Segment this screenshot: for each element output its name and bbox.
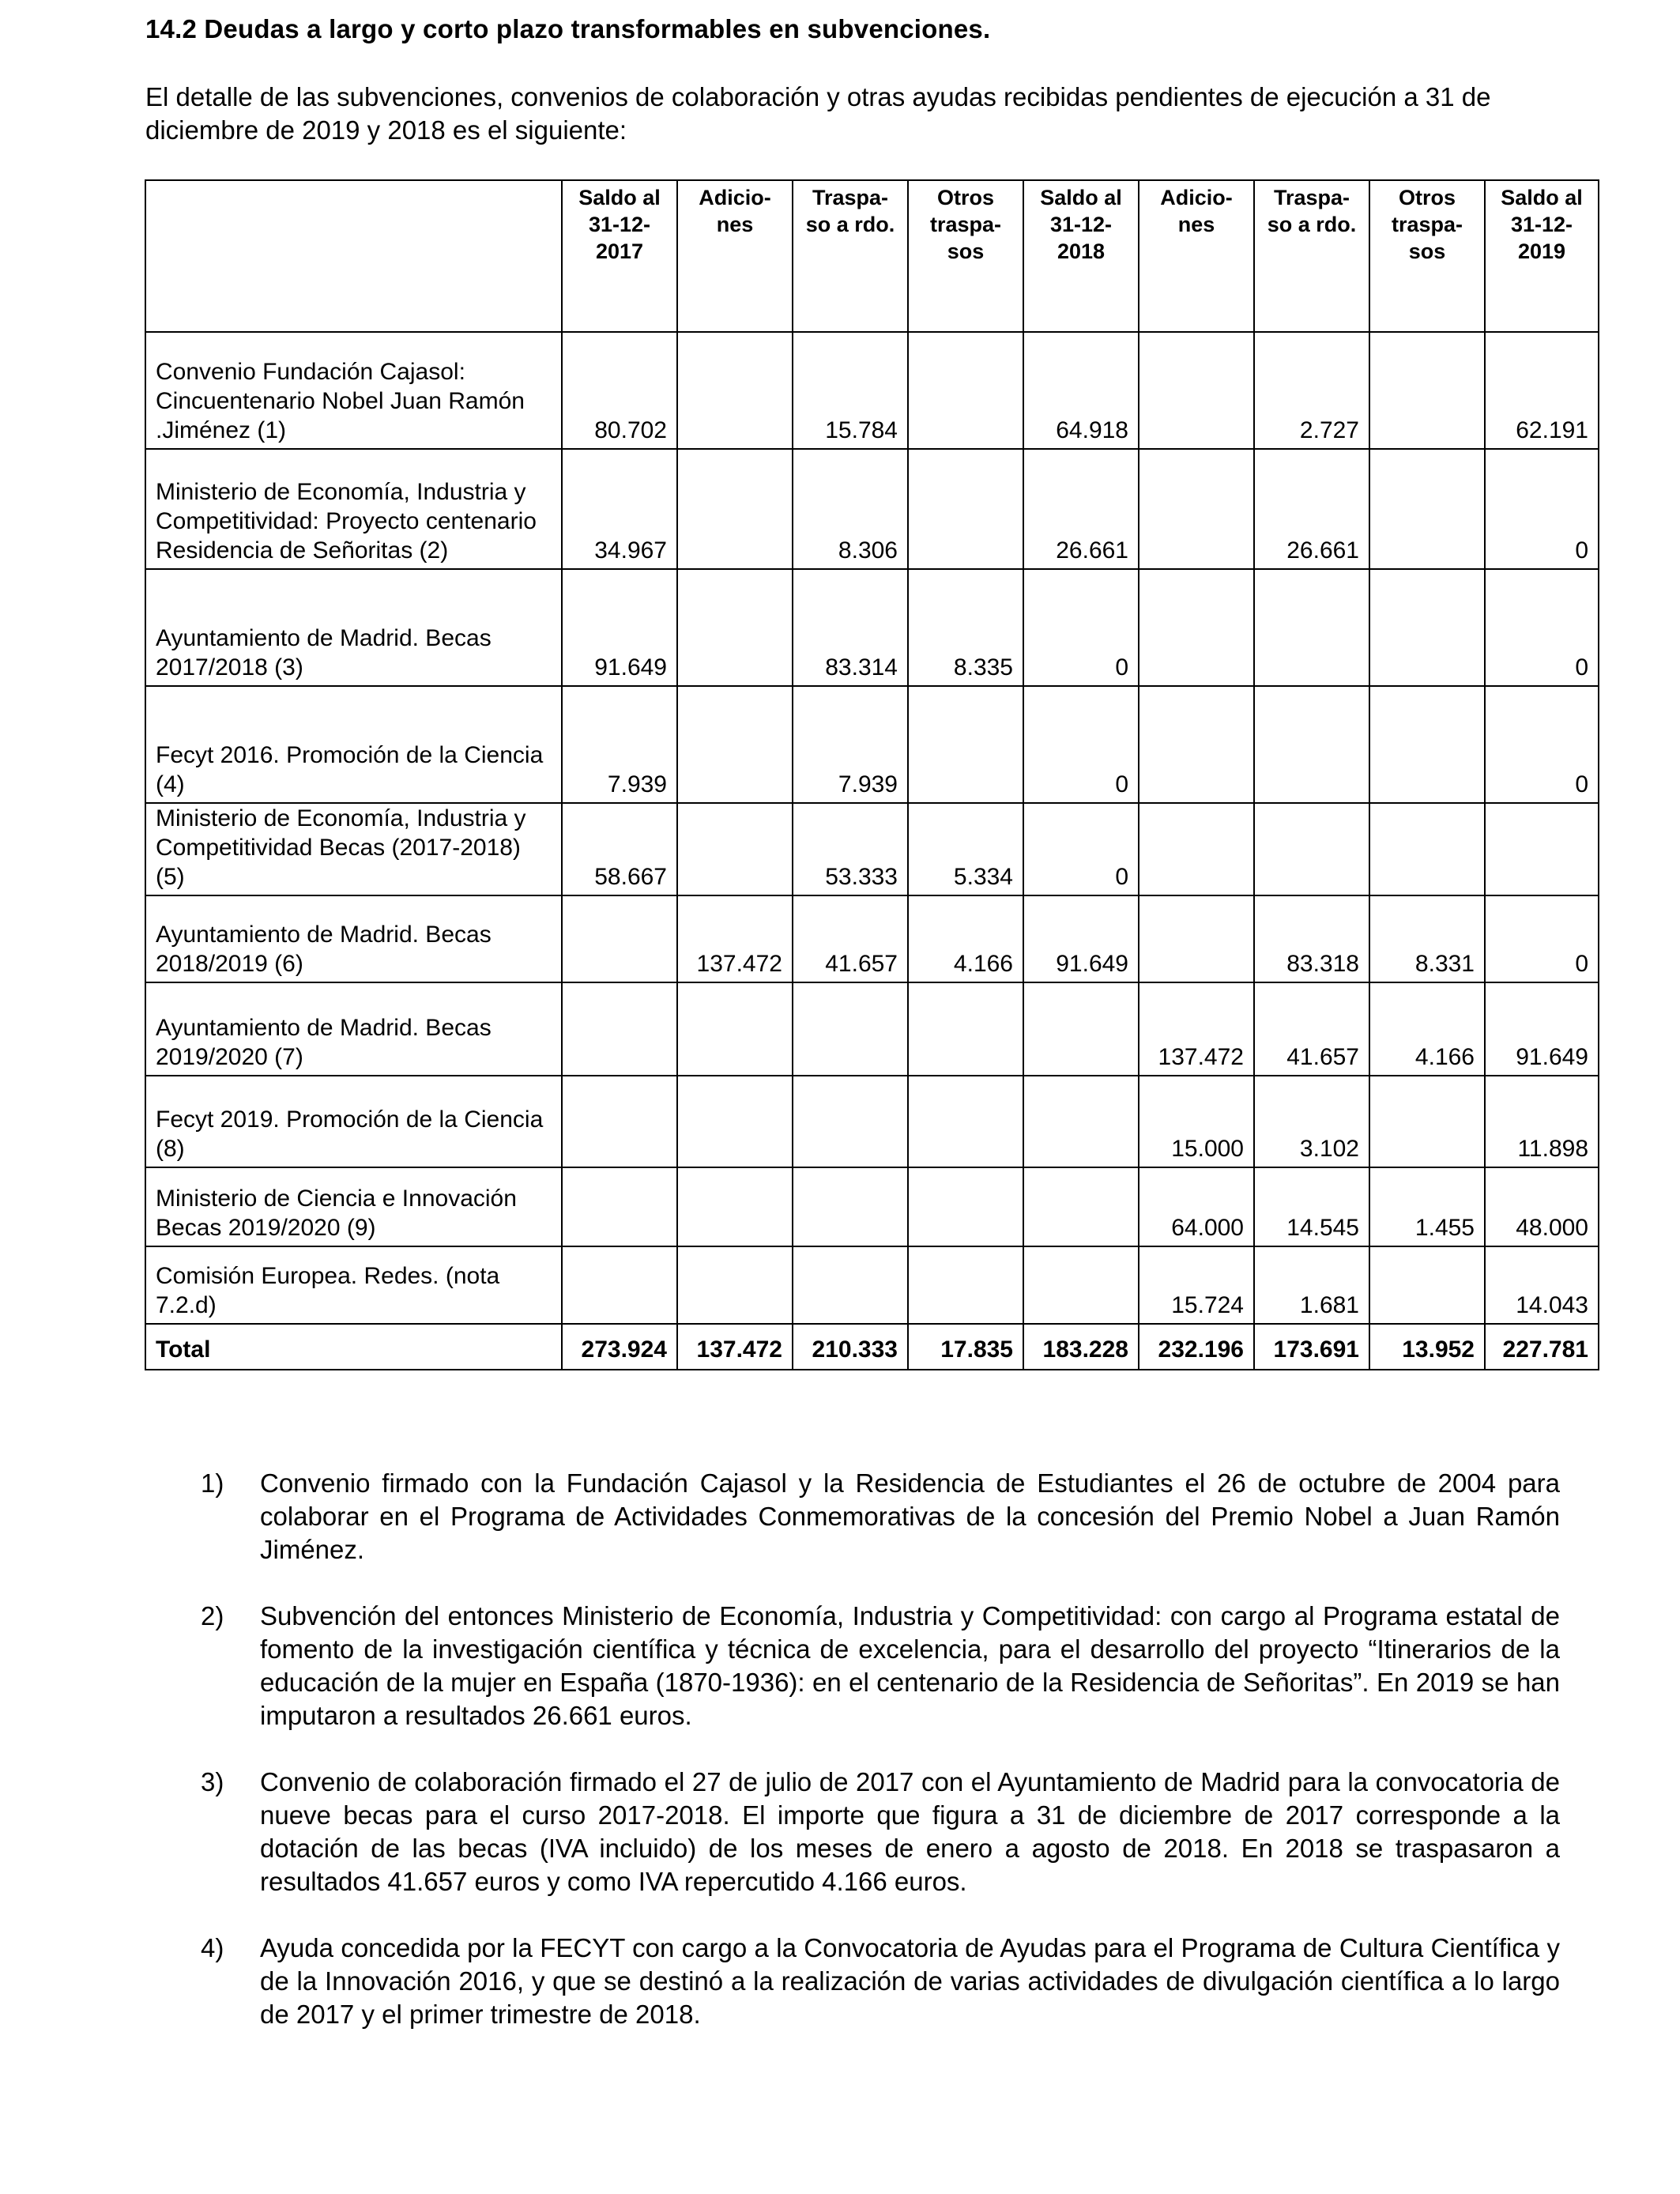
cell-value: 34.967	[562, 449, 677, 569]
section-title: 14.2 Deudas a largo y corto plazo transformables en subvenciones.	[145, 14, 991, 43]
cell-value	[1139, 449, 1254, 569]
note-item	[145, 1467, 1560, 1566]
table-row	[145, 569, 1599, 686]
cell-value: 8.306	[793, 449, 908, 569]
cell-value: 1.681	[1254, 1246, 1369, 1324]
row-concept: Ayuntamiento de Madrid. Becas 2018/2019 (6)	[145, 895, 562, 982]
row-concept: Ministerio de Economía, Industria y Competitividad: Proyecto centenario Residencia de Señoritas (2)	[145, 449, 562, 569]
cell-value: 3.102	[1254, 1076, 1369, 1167]
header-traspaso-2018: Traspa- so a rdo.	[793, 180, 908, 332]
cell-value: 0	[1023, 569, 1139, 686]
cell-value	[677, 332, 793, 449]
row-concept: Fecyt 2019. Promoción de la Ciencia (8)	[145, 1076, 562, 1167]
cell-value	[1369, 686, 1485, 803]
cell-value: 48.000	[1485, 1167, 1599, 1246]
cell-value	[562, 1167, 677, 1246]
table-row	[145, 332, 1599, 449]
row-concept: Fecyt 2016. Promoción de la Ciencia (4)	[145, 686, 562, 803]
cell-value	[677, 982, 793, 1076]
cell-value: 64.000	[1139, 1167, 1254, 1246]
row-concept: Ayuntamiento de Madrid. Becas 2017/2018 (3)	[145, 569, 562, 686]
total-value: 17.835	[908, 1324, 1023, 1370]
cell-value: 0	[1485, 895, 1599, 982]
cell-value	[1139, 803, 1254, 895]
table-row	[145, 1076, 1599, 1167]
cell-value: 1.455	[1369, 1167, 1485, 1246]
cell-value: 0	[1023, 686, 1139, 803]
cell-value: 26.661	[1023, 449, 1139, 569]
cell-value	[1023, 1167, 1139, 1246]
cell-value	[1139, 686, 1254, 803]
note-text: Subvención del entonces Ministerio de Economía, Industria y Competitividad: con cargo al Programa estatal de fomento de la investigación científica y técnica de excelencia, para el desarrollo del proyecto “Itinerarios de la educación de la mujer en España (1870-1936): en el centenario de la Residencia de Señoritas”. En 2019 se han imputaron a resultados 26.661 euros.	[260, 1601, 1560, 1730]
cell-value: 0	[1485, 686, 1599, 803]
cell-value	[1369, 332, 1485, 449]
cell-value: 15.000	[1139, 1076, 1254, 1167]
total-value: 173.691	[1254, 1324, 1369, 1370]
cell-value	[1485, 803, 1599, 895]
cell-value: 0	[1485, 569, 1599, 686]
cell-value: 14.043	[1485, 1246, 1599, 1324]
note-text: Ayuda concedida por la FECYT con cargo a la Convocatoria de Ayudas para el Programa de Cultura Científica y de la Innovación 2016, y que se destinó a la realización de varias actividades de divulgación científica a lo largo de 2017 y el primer trimestre de 2018.	[260, 1933, 1560, 2029]
note-item	[145, 1766, 1560, 1898]
cell-value	[677, 1246, 793, 1324]
cell-value: 8.331	[1369, 895, 1485, 982]
cell-value	[793, 1246, 908, 1324]
note-item	[145, 1932, 1560, 2031]
cell-value: 0	[1023, 803, 1139, 895]
note-marker: 4)	[201, 1933, 224, 1962]
total-label: Total	[145, 1324, 562, 1370]
note-marker: 1)	[201, 1468, 224, 1498]
row-concept: Convenio Fundación Cajasol: Cincuentenario Nobel Juan Ramón .Jiménez (1)	[145, 332, 562, 449]
total-value: 13.952	[1369, 1324, 1485, 1370]
cell-value	[562, 982, 677, 1076]
cell-value	[1023, 1246, 1139, 1324]
cell-value: 91.649	[562, 569, 677, 686]
table-row	[145, 982, 1599, 1076]
cell-value	[908, 1246, 1023, 1324]
table-row	[145, 449, 1599, 569]
cell-value: 83.314	[793, 569, 908, 686]
cell-value	[1023, 982, 1139, 1076]
total-value: 227.781	[1485, 1324, 1599, 1370]
header-saldo-2018: Saldo al 31-12- 2018	[1023, 180, 1139, 332]
row-concept: Ayuntamiento de Madrid. Becas 2019/2020 (7)	[145, 982, 562, 1076]
table-row	[145, 895, 1599, 982]
cell-value: 41.657	[793, 895, 908, 982]
row-concept: Comisión Europea. Redes. (nota 7.2.d)	[145, 1246, 562, 1324]
table-header-row	[145, 180, 1599, 332]
cell-value	[677, 569, 793, 686]
cell-value	[1369, 1076, 1485, 1167]
cell-value: 5.334	[908, 803, 1023, 895]
cell-value: 26.661	[1254, 449, 1369, 569]
cell-value: 64.918	[1023, 332, 1139, 449]
cell-value	[908, 1076, 1023, 1167]
total-value: 137.472	[677, 1324, 793, 1370]
cell-value	[1254, 686, 1369, 803]
row-concept: Ministerio de Ciencia e Innovación Becas 2019/2020 (9)	[145, 1167, 562, 1246]
header-otros-2019: Otros traspa- sos	[1369, 180, 1485, 332]
cell-value	[793, 1076, 908, 1167]
cell-value: 83.318	[1254, 895, 1369, 982]
cell-value	[1369, 449, 1485, 569]
header-saldo-2019: Saldo al 31-12- 2019	[1485, 180, 1599, 332]
cell-value	[562, 895, 677, 982]
cell-value	[1023, 1076, 1139, 1167]
table-row	[145, 686, 1599, 803]
cell-value: 7.939	[793, 686, 908, 803]
cell-value: 4.166	[1369, 982, 1485, 1076]
notes-list	[145, 1467, 1560, 2064]
cell-value	[677, 803, 793, 895]
cell-value	[1139, 569, 1254, 686]
cell-value	[677, 449, 793, 569]
cell-value: 0	[1485, 449, 1599, 569]
header-saldo-2017: Saldo al 31-12- 2017	[562, 180, 677, 332]
header-adiciones-2019: Adicio- nes	[1139, 180, 1254, 332]
cell-value: 4.166	[908, 895, 1023, 982]
total-row	[145, 1324, 1599, 1370]
cell-value	[793, 1167, 908, 1246]
cell-value	[1254, 803, 1369, 895]
cell-value	[1139, 895, 1254, 982]
note-item	[145, 1600, 1560, 1732]
cell-value	[1369, 569, 1485, 686]
cell-value	[908, 982, 1023, 1076]
cell-value: 14.545	[1254, 1167, 1369, 1246]
total-value: 232.196	[1139, 1324, 1254, 1370]
cell-value	[677, 1167, 793, 1246]
cell-value: 7.939	[562, 686, 677, 803]
cell-value	[1369, 803, 1485, 895]
note-text: Convenio firmado con la Fundación Cajasol y la Residencia de Estudiantes el 26 de octubre de 2004 para colaborar en el Programa de Actividades Conmemorativas de la concesión del Premio Nobel a Juan Ramón Jiménez.	[260, 1468, 1560, 1564]
note-marker: 3)	[201, 1767, 224, 1796]
row-concept: Ministerio de Economía, Industria y Competitividad Becas (2017-2018) (5)	[145, 803, 562, 895]
cell-value: 137.472	[677, 895, 793, 982]
cell-value: 53.333	[793, 803, 908, 895]
cell-value	[562, 1246, 677, 1324]
total-value: 183.228	[1023, 1324, 1139, 1370]
table-row	[145, 1167, 1599, 1246]
header-traspaso-2019: Traspa- so a rdo.	[1254, 180, 1369, 332]
header-otros-2018: Otros traspa- sos	[908, 180, 1023, 332]
cell-value	[908, 686, 1023, 803]
cell-value: 8.335	[908, 569, 1023, 686]
header-adiciones-2018: Adicio- nes	[677, 180, 793, 332]
table-row	[145, 803, 1599, 895]
cell-value: 58.667	[562, 803, 677, 895]
total-value: 273.924	[562, 1324, 677, 1370]
cell-value: 2.727	[1254, 332, 1369, 449]
cell-value	[1369, 1246, 1485, 1324]
table-row	[145, 1246, 1599, 1324]
cell-value	[1139, 332, 1254, 449]
cell-value	[562, 1076, 677, 1167]
cell-value	[677, 1076, 793, 1167]
cell-value: 137.472	[1139, 982, 1254, 1076]
cell-value	[1254, 569, 1369, 686]
cell-value: 11.898	[1485, 1076, 1599, 1167]
cell-value	[908, 332, 1023, 449]
cell-value	[793, 982, 908, 1076]
cell-value: 41.657	[1254, 982, 1369, 1076]
cell-value	[908, 449, 1023, 569]
subsidies-table	[145, 179, 1599, 1370]
cell-value: 80.702	[562, 332, 677, 449]
total-value: 210.333	[793, 1324, 908, 1370]
cell-value: 15.784	[793, 332, 908, 449]
note-text: Convenio de colaboración firmado el 27 de julio de 2017 con el Ayuntamiento de Madrid para la convocatoria de nueve becas para el curso 2017-2018. El importe que figura a 31 de diciembre de 2017 corresponde a la dotación de las becas (IVA incluido) de los meses de enero a agosto de 2018. En 2018 se traspasaron a resultados 41.657 euros y como IVA repercutido 4.166 euros.	[260, 1767, 1560, 1896]
cell-value	[677, 686, 793, 803]
note-marker: 2)	[201, 1601, 224, 1630]
header-concept	[145, 180, 562, 332]
cell-value: 91.649	[1485, 982, 1599, 1076]
intro-paragraph: El detalle de las subvenciones, convenios de colaboración y otras ayudas recibidas pendientes de ejecución a 31 de diciembre de 2019 y 2018 es el siguiente:	[145, 82, 1491, 145]
cell-value	[908, 1167, 1023, 1246]
cell-value: 62.191	[1485, 332, 1599, 449]
cell-value: 91.649	[1023, 895, 1139, 982]
cell-value: 15.724	[1139, 1246, 1254, 1324]
